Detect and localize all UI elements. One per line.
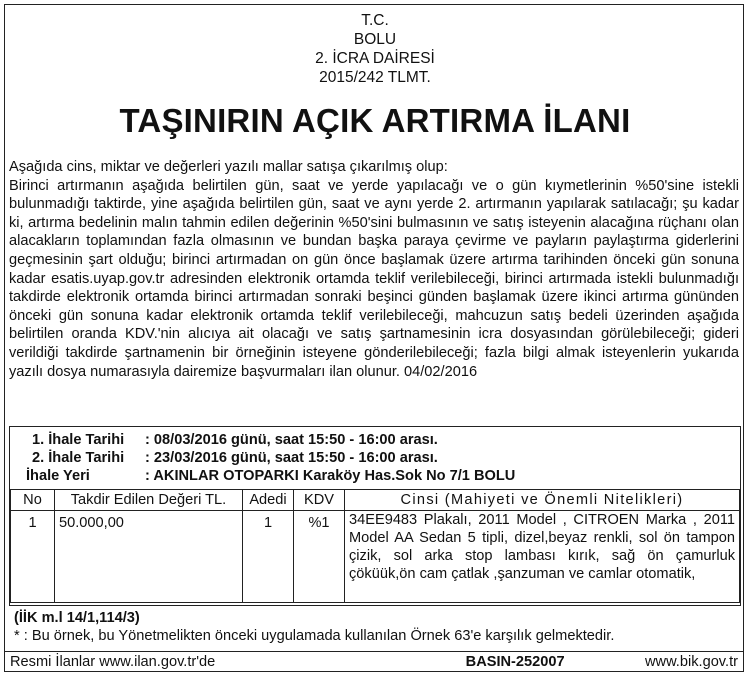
body-paragraph: Birinci artırmanın aşağıda belirtilen gün, saat ve yerde yapılacağı ve o gün kıymetlerinin %50'sine istekli bulunmadığı taktirde, yine aşağıda belirtilen gün, saat ve aynı yerde 2. artırmanın yapılarak satılacağı; şu kadar ki, artırma bedelinin malın tahmin edilen değerinin %50'sini bulmasının ve satış isteyenin alacağına rüçhanı olan alacakların toplamından fazla olmasının ve bundan başka paraya çevirme ve payların paylaştırma giderlerini geçmesinin şart olduğu; birinci artırmadan on gün önce başlamak üzere artırma tarihinden önceki gün sonuna kadar esatis.uyap.gov.tr adresinden elektronik ortamda teklif verilebileceği, birinci artırmada istekli bulunmadığı takdirde elektronik ortamda birinci artırmadan sonraki beşinci günden başlamak üzere ikinci artırma gününden önceki gün sonuna kadar elektronik ortamda teklif verilebileceği, mahcuzun satış bedeli üzerinden aşağıda belirtilen oranda KDV.'nin alıcıya ait olacağı ve satış şartnamesinin icra dosyasından görülebileceği; gideri verildiği takdirde şartnamenin bir örneğinin isteyene gönderilebileceği; fazla bilgi almak isteyenlerin yukarıda yazılı dosya numarasıyla dairemize başvurmaları ilan olunur. 04/02/2016 <box>9 177 739 380</box>
item-kdv: %1 <box>294 511 345 603</box>
item-no: 1 <box>11 511 55 603</box>
footer <box>10 654 738 670</box>
item-description: 34EE9483 Plakalı, 2011 Model , CITROEN Marka , 2011 Model AA Sedan 5 tipli, dizel,beyaz renkli, sol ön tampon çizik, sol arka stop lambası kırık, sağ ön çamurluk çöküük,ön cam çatlak ,şanzuman ve camlar otomatik, <box>345 511 740 603</box>
footer-website: www.bik.gov.tr <box>645 654 738 670</box>
footnote: * : Bu örnek, bu Yönetmelikten önceki uygulamada kullanılan Örnek 63'e karşılık gelmektedir. <box>14 628 615 644</box>
item-qty: 1 <box>243 511 294 603</box>
table-header-row <box>11 490 740 511</box>
body-intro: Aşağıda cins, miktar ve değerleri yazılı mallar satışa çıkarılmış olup: <box>9 159 448 175</box>
footer-press-code: BASIN-252007 <box>465 654 565 670</box>
tender-place-value: : AKINLAR OTOPARKI Karaköy Has.Sok No 7/1 BOLU <box>145 468 516 484</box>
first-tender-row <box>32 431 515 449</box>
header-value: Takdir Edilen Değeri TL. <box>55 490 243 511</box>
notice-body <box>9 158 739 381</box>
tender-dates <box>26 431 516 485</box>
second-tender-row <box>32 449 515 467</box>
table-row <box>11 511 740 603</box>
footer-official-ads: Resmi İlanlar www.ilan.gov.tr'de <box>10 654 216 670</box>
item-value: 50.000,00 <box>55 511 243 603</box>
tender-place-row <box>26 467 515 485</box>
header-country: T.C. <box>361 12 389 29</box>
footer-divider <box>4 651 744 652</box>
law-reference: (İİK m.l 14/1,114/3) <box>14 610 140 626</box>
header-description: Cinsi (Mahiyeti ve Önemli Nitelikleri) <box>345 490 740 511</box>
header-qty: Adedi <box>243 490 294 511</box>
first-tender-label: 1. İhale Tarihi <box>32 432 125 448</box>
second-tender-label: 2. İhale Tarihi <box>32 450 125 466</box>
header-city: BOLU <box>353 31 397 48</box>
tender-place-label: İhale Yeri <box>26 468 90 484</box>
auction-details-box <box>9 426 741 606</box>
header-file-number: 2015/242 TLMT. <box>319 69 431 86</box>
notice-title: TAŞINIRIN AÇIK ARTIRMA İLANI <box>119 102 631 139</box>
header-no: No <box>11 490 55 511</box>
items-table <box>10 489 740 603</box>
first-tender-value: : 08/03/2016 günü, saat 15:50 - 16:00 arası. <box>145 432 438 448</box>
header-kdv: KDV <box>294 490 345 511</box>
second-tender-value: : 23/03/2016 günü, saat 15:50 - 16:00 arası. <box>145 450 438 466</box>
header-office: 2. İCRA DAİRESİ <box>315 50 435 67</box>
